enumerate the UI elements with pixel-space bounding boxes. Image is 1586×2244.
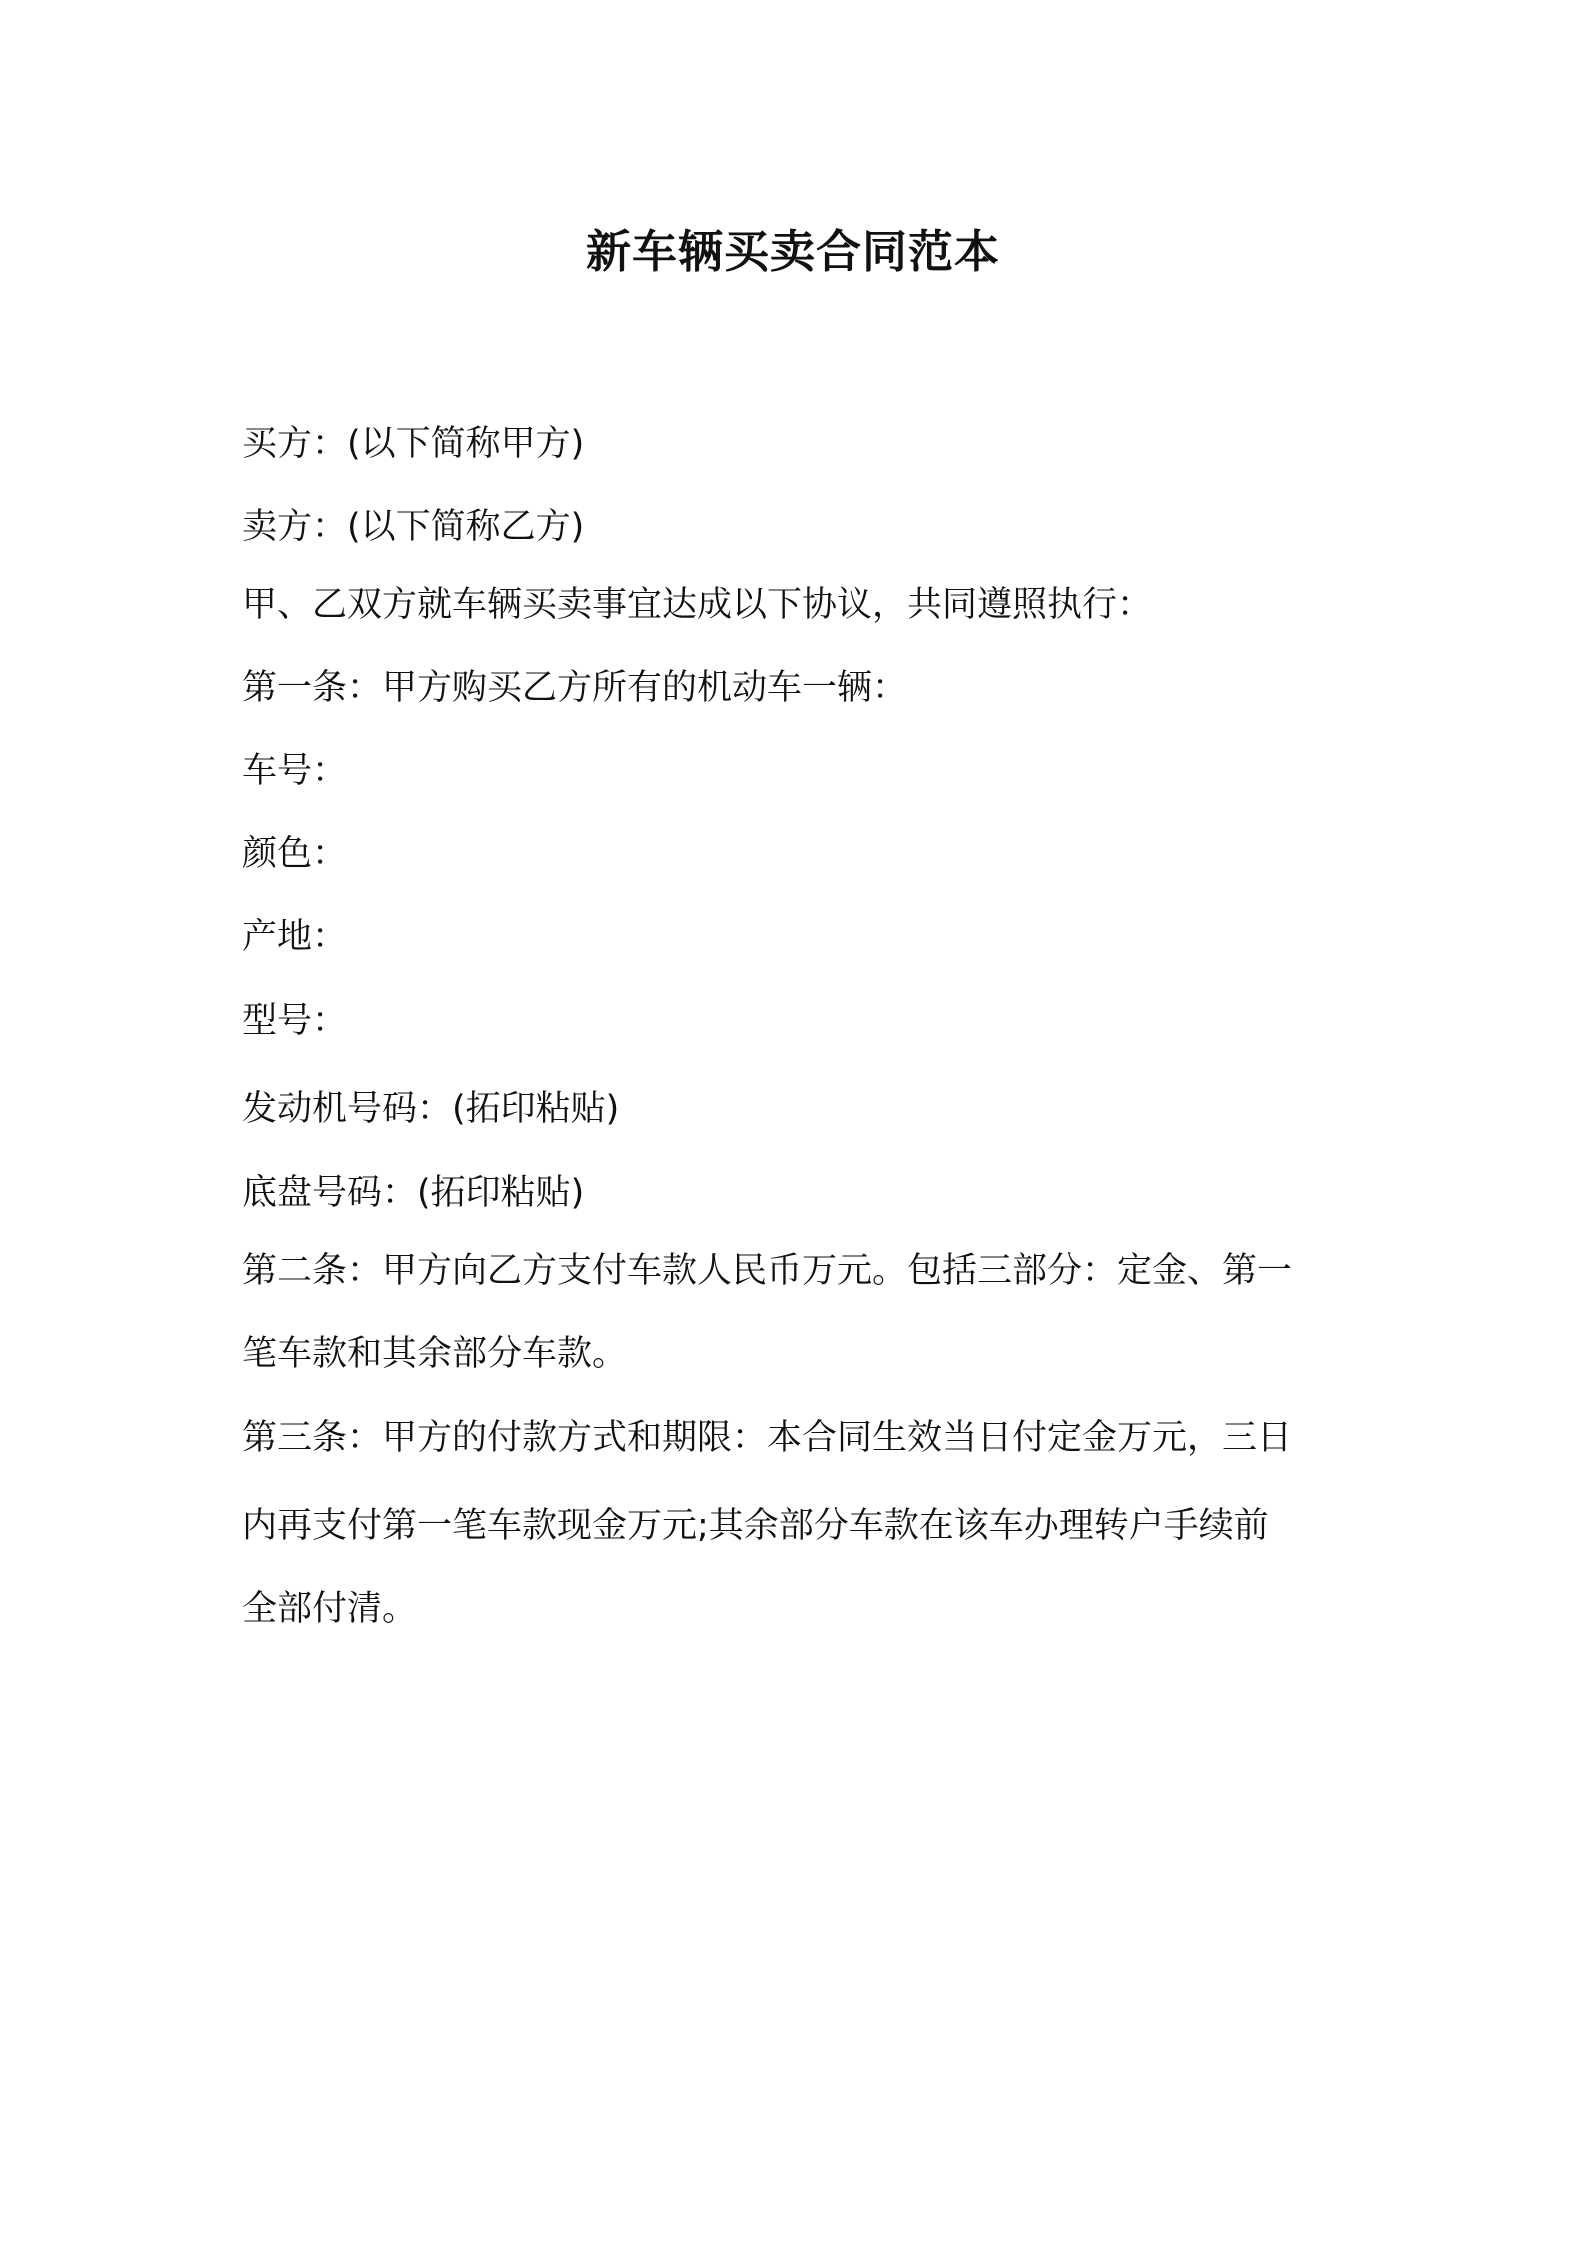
article-2-line-1: 第二条：甲方向乙方支付车款人民币万元。包括三部分：定金、第一 bbox=[242, 1251, 1293, 1291]
origin-field: 产地： bbox=[242, 917, 348, 957]
article-2-line-2: 笔车款和其余部分车款。 bbox=[242, 1334, 628, 1374]
chassis-number-field: 底盘号码：(拓印粘贴) bbox=[242, 1173, 585, 1213]
article-3-line-3: 全部付清。 bbox=[242, 1589, 418, 1629]
engine-number-field: 发动机号码：(拓印粘贴) bbox=[242, 1089, 620, 1129]
agreement-intro-line: 甲、乙双方就车辆买卖事宜达成以下协议，共同遵照执行： bbox=[242, 585, 1153, 625]
article-3-line-1: 第三条：甲方的付款方式和期限：本合同生效当日付定金万元，三日 bbox=[242, 1418, 1293, 1458]
color-field: 颜色： bbox=[242, 834, 348, 874]
plate-number-field: 车号： bbox=[242, 751, 348, 791]
buyer-line: 买方：(以下简称甲方) bbox=[242, 424, 585, 464]
article-3-line-2: 内再支付第一笔车款现金万元;其余部分车款在该车办理转户手续前 bbox=[242, 1506, 1269, 1546]
article-1-line: 第一条：甲方购买乙方所有的机动车一辆： bbox=[242, 668, 908, 708]
seller-line: 卖方：(以下简称乙方) bbox=[242, 507, 585, 547]
model-field: 型号： bbox=[242, 1001, 348, 1041]
document-title: 新车辆买卖合同范本 bbox=[585, 225, 1000, 278]
